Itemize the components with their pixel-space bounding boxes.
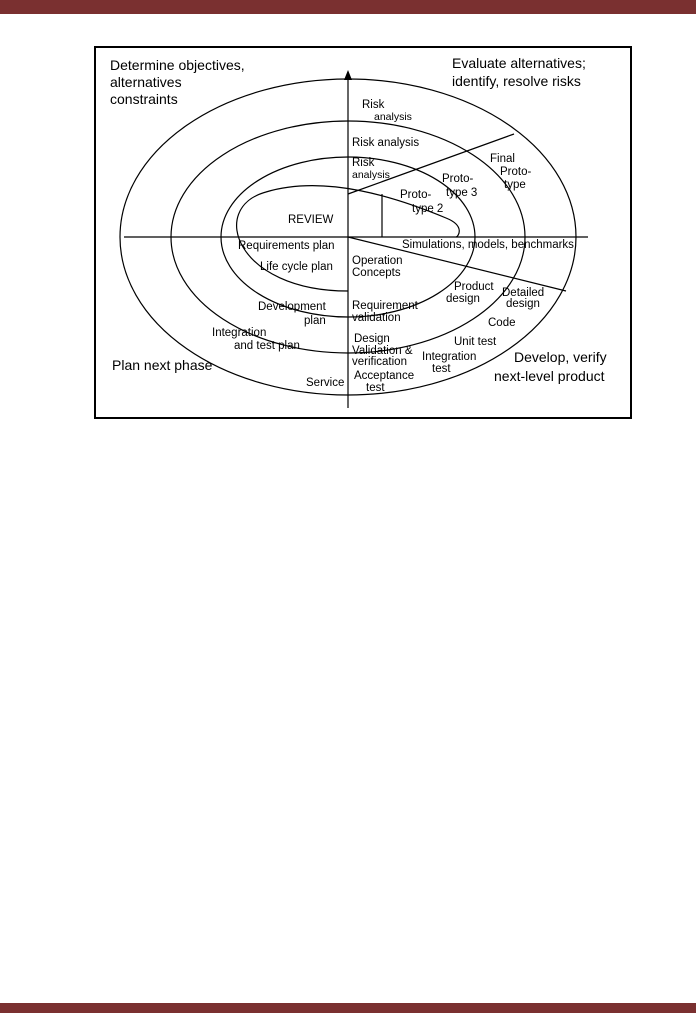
spiral-diagram xyxy=(96,48,630,417)
operation-concepts-label: Operation Concepts xyxy=(352,255,403,279)
spiral-model-figure xyxy=(94,46,632,419)
requirement-validation-label: Requirement validation xyxy=(352,300,418,324)
prototype3-label: Proto- type 3 xyxy=(442,173,478,199)
quadrant-top-left: Determine objectives, alternatives constraints xyxy=(110,57,245,107)
risk-analysis-inner: Risk analysis xyxy=(352,157,390,181)
design-validation-label: Design Validation & verification xyxy=(352,333,413,368)
life-cycle-plan-label: Life cycle plan xyxy=(260,261,333,273)
product-design-label: Product design xyxy=(446,281,494,305)
final-prototype-label: Final Proto- type xyxy=(490,153,532,191)
review-label: REVIEW xyxy=(288,214,334,226)
quadrant-top-right: Evaluate alternatives; identify, resolve risks xyxy=(452,55,586,89)
integration-test-label: Integration test xyxy=(422,351,477,375)
service-label: Service xyxy=(306,377,345,389)
risk-analysis-outer: Risk analysis xyxy=(362,99,412,123)
page-top-border xyxy=(0,0,696,14)
page-bottom-border xyxy=(0,1003,696,1013)
detailed-design-label: Detailed design xyxy=(502,287,545,310)
integration-test-plan-label: Integration and test plan xyxy=(212,327,300,352)
acceptance-test-label: Acceptance test xyxy=(354,370,415,394)
axis-arrow xyxy=(344,70,352,80)
development-plan-label: Development plan xyxy=(258,301,326,327)
code-label: Code xyxy=(488,317,516,329)
requirements-plan-label: Requirements plan xyxy=(238,240,335,252)
prototype2-label: Proto- type 2 xyxy=(400,189,444,215)
simulations-label: Simulations, models, benchmarks xyxy=(402,239,574,251)
quadrant-bottom-left: Plan next phase xyxy=(112,357,213,373)
quadrant-bottom-right: Develop, verify next-level product xyxy=(494,349,607,384)
unit-test-label: Unit test xyxy=(454,336,497,348)
risk-analysis-mid: Risk analysis xyxy=(352,137,420,149)
